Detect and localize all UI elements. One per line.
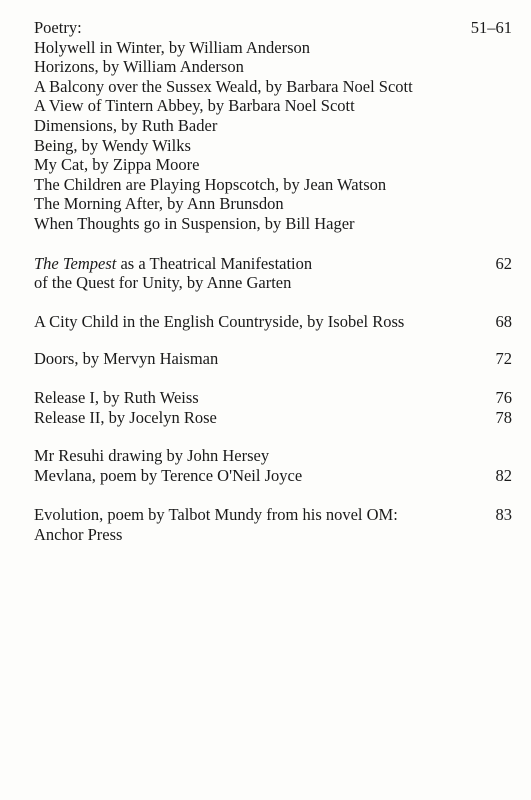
tempest-italic-title: The Tempest xyxy=(34,253,117,273)
resuhi-entry xyxy=(34,446,512,485)
city-child-entry xyxy=(34,312,512,332)
resuhi-page: 82 xyxy=(495,465,512,485)
tempest-title-rest: as a Theatrical Manifestation xyxy=(116,253,313,273)
poem-item: Being, by Wendy Wilks xyxy=(34,135,191,155)
poem-item: Horizons, by William Anderson xyxy=(34,57,244,77)
city-child-title: A City Child in the English Countryside, by Isobel Ross xyxy=(34,311,405,331)
release-2-title: Release II, by Jocelyn Rose xyxy=(34,407,217,427)
poem-item: A Balcony over the Sussex Weald, by Barbara Noel Scott xyxy=(34,76,413,96)
poem-item: Holywell in Winter, by William Anderson xyxy=(34,37,311,57)
resuhi-drawing-line: Mr Resuhi drawing by John Hersey xyxy=(34,446,270,466)
poetry-page-range: 51–61 xyxy=(470,18,512,37)
poem-item: The Morning After, by Ann Brunsdon xyxy=(34,194,284,214)
poem-item: When Thoughts go in Suspension, by Bill Hager xyxy=(34,213,355,233)
poem-item: Dimensions, by Ruth Bader xyxy=(34,115,218,135)
tempest-entry xyxy=(34,254,512,293)
evolution-title-line: Evolution, poem by Talbot Mundy from his novel OM: xyxy=(34,505,398,525)
release-1-page: 76 xyxy=(495,387,512,407)
release-1-title: Release I, by Ruth Weiss xyxy=(34,387,199,407)
doors-entry xyxy=(34,349,512,369)
poem-item: My Cat, by Zippa Moore xyxy=(34,155,200,175)
evolution-publisher-line: Anchor Press xyxy=(34,524,123,544)
city-child-page: 68 xyxy=(495,311,512,331)
release-entries xyxy=(34,388,512,427)
mevlana-poem-line: Mevlana, poem by Terence O'Neil Joyce xyxy=(34,465,303,485)
tempest-subtitle-line: of the Quest for Unity, by Anne Garten xyxy=(34,273,292,293)
evolution-page: 83 xyxy=(495,505,512,525)
poetry-section xyxy=(34,18,512,234)
poetry-heading: Poetry: xyxy=(34,18,82,37)
release-2-page: 78 xyxy=(495,407,512,427)
tempest-page: 62 xyxy=(495,253,512,273)
evolution-entry xyxy=(34,505,512,544)
tempest-title-line xyxy=(34,254,512,274)
poem-item: A View of Tintern Abbey, by Barbara Noel Scott xyxy=(34,96,355,116)
poem-item: The Children are Playing Hopscotch, by Jean Watson xyxy=(34,174,387,194)
doors-page: 72 xyxy=(495,349,512,369)
doors-title: Doors, by Mervyn Haisman xyxy=(34,349,219,369)
table-of-contents xyxy=(34,18,512,544)
